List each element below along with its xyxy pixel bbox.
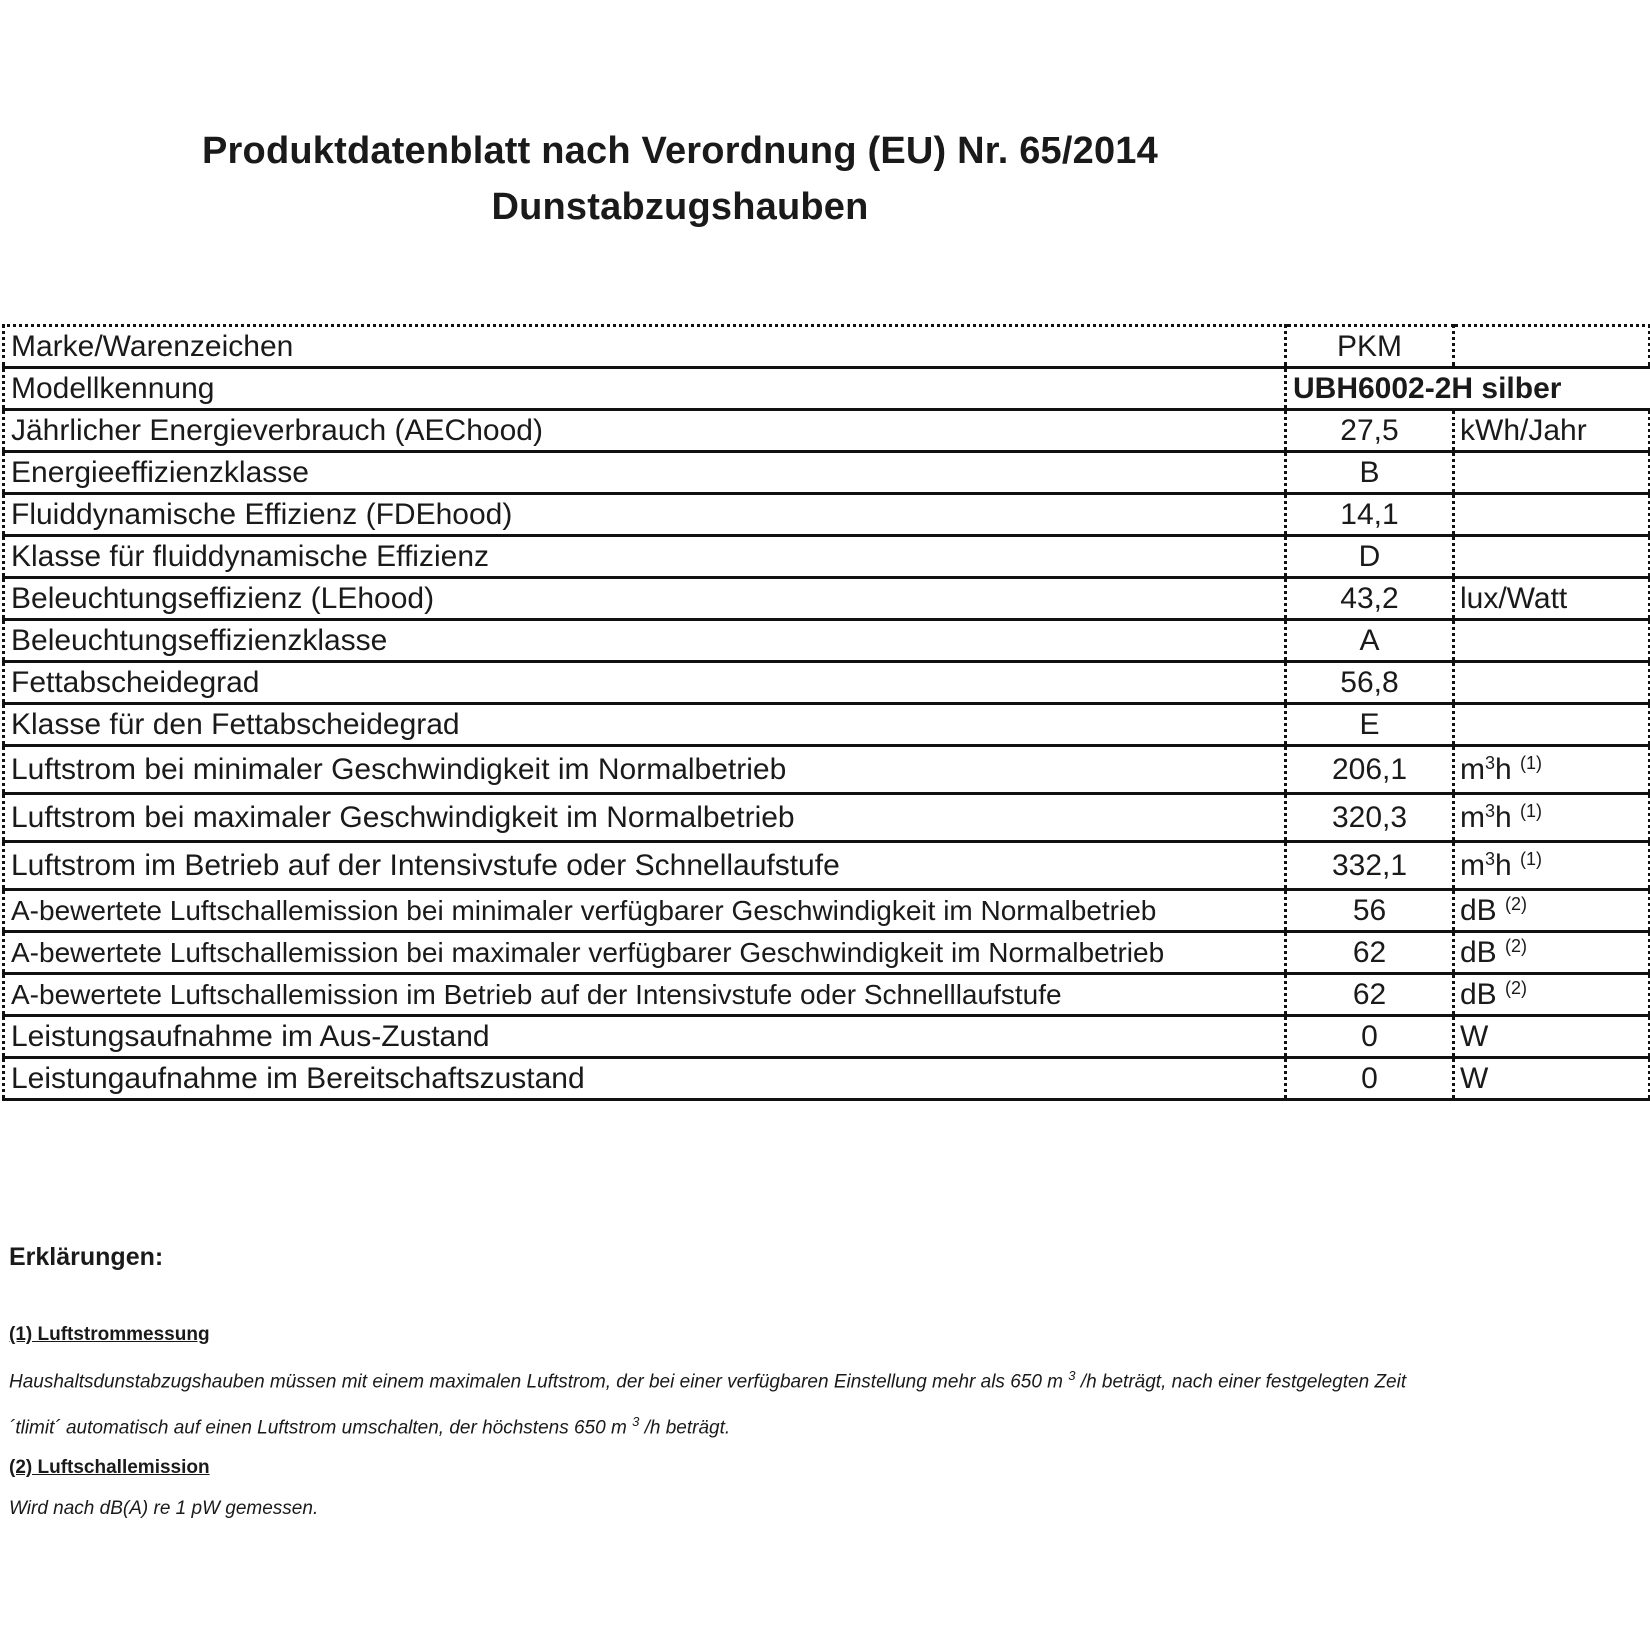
row-value: 206,1: [1286, 746, 1454, 794]
row-label: Fluiddynamische Effizienz (FDEhood): [4, 494, 1286, 536]
row-value: 332,1: [1286, 842, 1454, 890]
row-value: 0: [1286, 1058, 1454, 1100]
table-row: [4, 932, 1650, 974]
product-data-table: [2, 324, 1650, 1101]
row-unit: [1454, 536, 1650, 578]
row-unit: W: [1454, 1016, 1650, 1058]
footnote-ref: (2): [1505, 978, 1528, 998]
table-row: [4, 746, 1650, 794]
footnote-ref: (1): [1520, 801, 1543, 821]
row-label: A-bewertete Luftschallemission bei maximaler verfügbarer Geschwindigkeit im Normalbetrieb: [4, 932, 1286, 974]
row-unit: [1454, 890, 1650, 932]
unit-base: m: [1460, 801, 1485, 834]
unit-base: dB: [1460, 978, 1497, 1011]
explanations-heading: Erklärungen:: [9, 1243, 164, 1271]
unit-exponent: 3: [1485, 849, 1496, 869]
row-unit: [1454, 494, 1650, 536]
table-row: [4, 494, 1650, 536]
row-unit: kWh/Jahr: [1454, 410, 1650, 452]
unit-exponent: 3: [1485, 753, 1496, 773]
unit-after: h: [1495, 801, 1512, 834]
row-unit: [1454, 704, 1650, 746]
table-row: [4, 704, 1650, 746]
row-value: E: [1286, 704, 1454, 746]
row-unit: [1454, 932, 1650, 974]
footnote-ref: (1): [1520, 753, 1543, 773]
unit-base: m: [1460, 849, 1485, 882]
row-unit: W: [1454, 1058, 1650, 1100]
table-row: [4, 1016, 1650, 1058]
row-value: 320,3: [1286, 794, 1454, 842]
unit-base: m: [1460, 753, 1485, 786]
table-row: [4, 842, 1650, 890]
unit-base: dB: [1460, 936, 1497, 969]
table-row: [4, 452, 1650, 494]
page-subtitle: Dunstabzugshauben: [491, 186, 869, 228]
table-row: [4, 578, 1650, 620]
row-value: 43,2: [1286, 578, 1454, 620]
row-unit: [1454, 794, 1650, 842]
note-2-title: (2) Luftschallemission: [9, 1456, 210, 1478]
explanations-section: [9, 1243, 1629, 1537]
row-label: A-bewertete Luftschallemission bei minimaler verfügbarer Geschwindigkeit im Normalbetrieb: [4, 890, 1286, 932]
row-label: Jährlicher Energieverbrauch (AEChood): [4, 410, 1286, 452]
row-unit: [1454, 620, 1650, 662]
row-unit: [1454, 662, 1650, 704]
row-unit: [1454, 452, 1650, 494]
row-label: Marke/Warenzeichen: [4, 326, 1286, 368]
page-title: Produktdatenblatt nach Verordnung (EU) Nr. 65/2014: [202, 130, 1158, 172]
footnote-ref: (2): [1505, 894, 1528, 914]
row-label: Luftstrom bei minimaler Geschwindigkeit im Normalbetrieb: [4, 746, 1286, 794]
note-2-text: Wird nach dB(A) re 1 pW gemessen.: [9, 1497, 319, 1519]
note-1-title: (1) Luftstrommessung: [9, 1324, 210, 1345]
note-1-line-2: ´tlimit´ automatisch auf einen Luftstrom umschalten, der höchstens 650 m $^3$ /h beträgt.: [9, 1414, 731, 1439]
row-unit: [1454, 842, 1650, 890]
table-row: [4, 536, 1650, 578]
row-value: 56: [1286, 890, 1454, 932]
row-value: 0: [1286, 1016, 1454, 1058]
note-1-text: [9, 1356, 1629, 1449]
row-unit: lux/Watt: [1454, 578, 1650, 620]
model-identifier: UBH6002-2H silber: [1286, 368, 1650, 410]
row-unit: [1454, 974, 1650, 1016]
row-label: Energieeffizienzklasse: [4, 452, 1286, 494]
row-value: 56,8: [1286, 662, 1454, 704]
unit-exponent: 3: [1485, 801, 1496, 821]
table-row: [4, 662, 1650, 704]
row-label: Beleuchtungseffizienz (LEhood): [4, 578, 1286, 620]
row-value: 62: [1286, 932, 1454, 974]
row-label: A-bewertete Luftschallemission im Betrieb auf der Intensivstufe oder Schnelllaufstufe: [4, 974, 1286, 1016]
table-row: [4, 410, 1650, 452]
row-label: Luftstrom bei maximaler Geschwindigkeit im Normalbetrieb: [4, 794, 1286, 842]
row-value: 62: [1286, 974, 1454, 1016]
row-label: Leistungsaufnahme im Aus-Zustand: [4, 1016, 1286, 1058]
table-row: [4, 368, 1650, 410]
table-row: [4, 620, 1650, 662]
row-label: Fettabscheidegrad: [4, 662, 1286, 704]
table-row: [4, 890, 1650, 932]
row-label: Modellkennung: [4, 368, 1286, 410]
table-row: [4, 326, 1650, 368]
footnote-ref: (1): [1520, 849, 1543, 869]
row-value: PKM: [1286, 326, 1454, 368]
row-value: B: [1286, 452, 1454, 494]
row-label: Klasse für den Fettabscheidegrad: [4, 704, 1286, 746]
row-unit: [1454, 326, 1650, 368]
row-value: D: [1286, 536, 1454, 578]
row-label: Klasse für fluiddynamische Effizienz: [4, 536, 1286, 578]
row-value: A: [1286, 620, 1454, 662]
footnote-ref: (2): [1505, 936, 1528, 956]
row-value: 14,1: [1286, 494, 1454, 536]
row-unit: [1454, 746, 1650, 794]
row-label: Beleuchtungseffizienzklasse: [4, 620, 1286, 662]
note-1-line-1: Haushaltsdunstabzugshauben müssen mit einem maximalen Luftstrom, der bei einer verfügbaren Einstellung mehr als 650 m $^3$ /h beträgt, nach einer festgelegten Zeit: [9, 1368, 1407, 1393]
row-label: Leistungaufnahme im Bereitschaftszustand: [4, 1058, 1286, 1100]
row-value: 27,5: [1286, 410, 1454, 452]
table-row: [4, 1058, 1650, 1100]
unit-after: h: [1495, 753, 1512, 786]
unit-after: h: [1495, 849, 1512, 882]
table-row: [4, 794, 1650, 842]
table-row: [4, 974, 1650, 1016]
row-label: Luftstrom im Betrieb auf der Intensivstufe oder Schnellaufstufe: [4, 842, 1286, 890]
unit-base: dB: [1460, 894, 1497, 927]
